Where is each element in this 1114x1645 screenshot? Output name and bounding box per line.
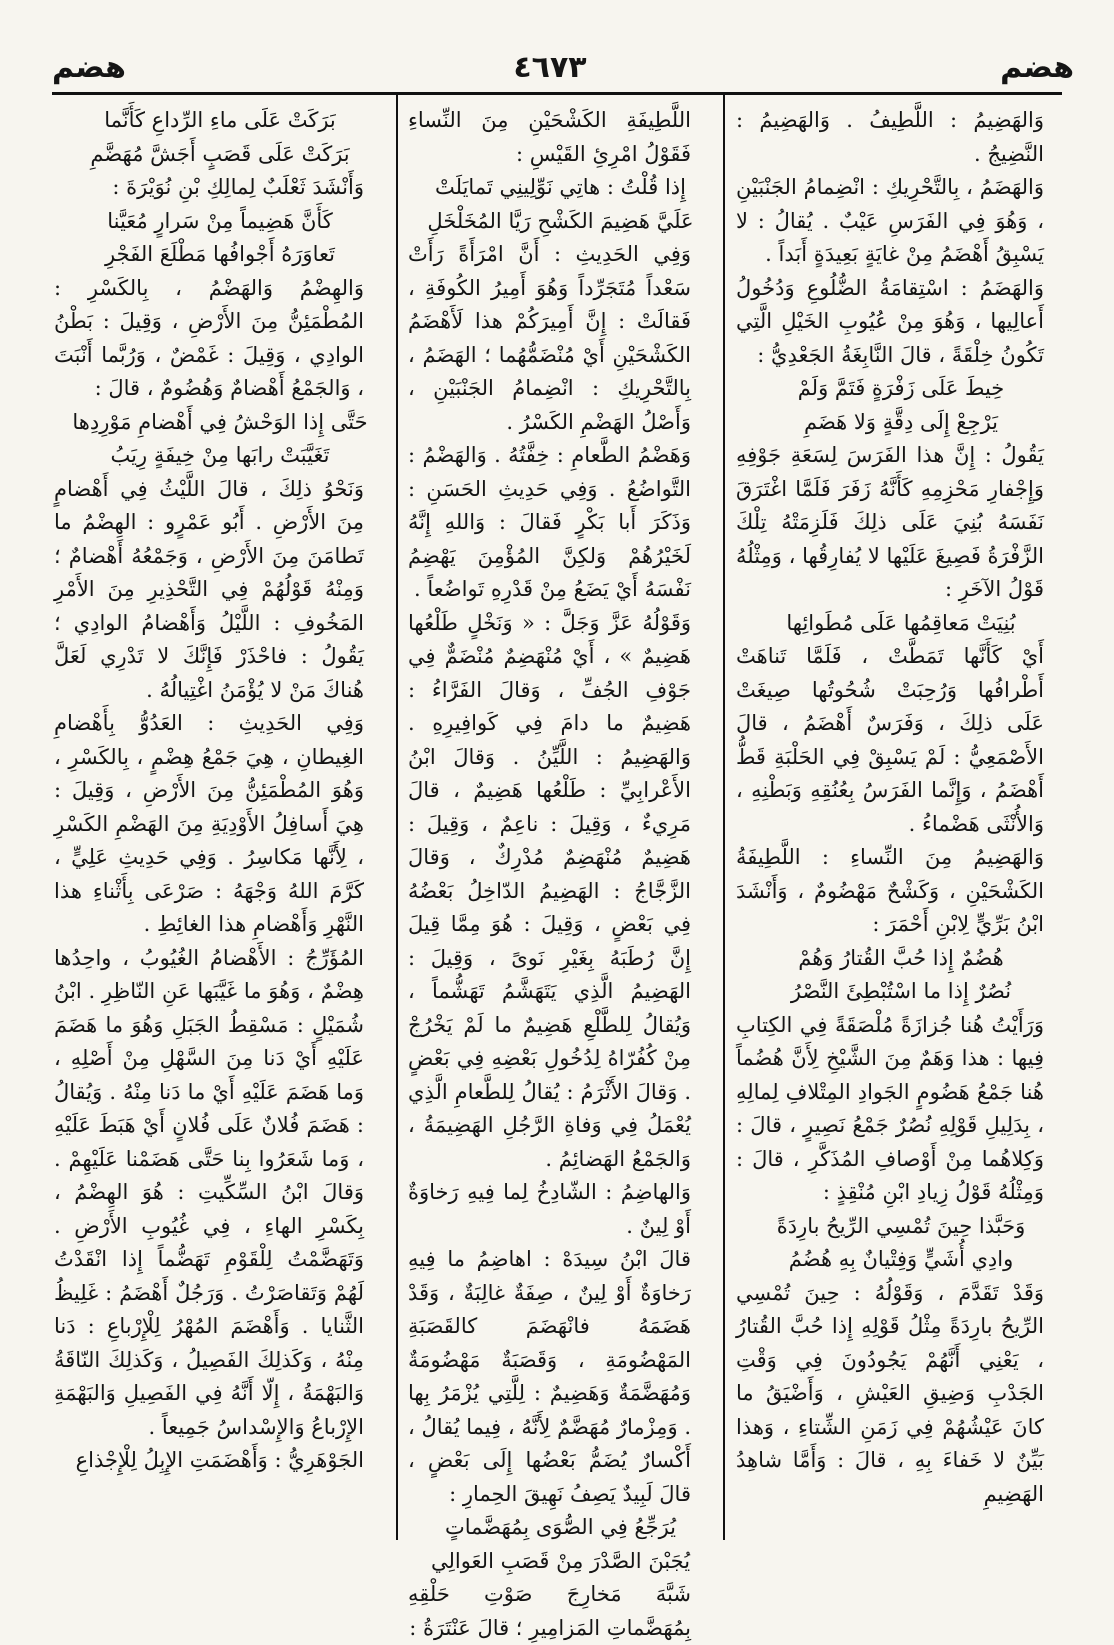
text-column-middle	[408, 104, 713, 1640]
paragraph: وَنَحْوُ ذلِكَ ، قالَ اللَّيْثُ فِي أَهْضامٍ مِنَ الأَرْضِ . أَبُو عَمْرٍو : الهِضْمُ ما تَطامَنَ مِنَ الأَرْضِ ، وَجَمْعُهُ أَهْضامٌ ؛ وَمِنْهُ قَوْلُهُمْ فِي التَّحْذِيرِ مِنَ الأَمْرِ المَخُوفِ : اللَّيْلُ وَأَهْضامُ الوادِي ؛ يَقُولُ : فاحْذَرْ فَإِنَّكَ لا تَدْرِي لَعَلَّ هُناكَ مَنْ لا يُؤْمَنُ اغْتِيالُهُ .	[54, 476, 364, 702]
text-column-right	[736, 104, 1066, 1540]
paragraph: وَأَنْشَدَ ثَعْلَبٌ لِمالِكِ بْنِ نُوَيْرَةَ :	[112, 175, 364, 199]
paragraph: يَقُولُ : إِنَّ هذا الفَرَسَ لِسَعَةِ جَوْفِهِ وَإِجْفارِ مَحْزِمِهِ كَأَنَّهُ زَفَرَ فَلَمَّا اغْتَرَقَ نَفَسَهُ بُنِيَ عَلَى ذلِكَ فَلَزِمَتْهُ تِلْكَ الزَّفْرَةُ فَصِيغَ عَلَيْها لا يُفارِقُها ، وَمِثْلُهُ قَوْلُ الآخَرِ :	[736, 443, 1044, 601]
verse-line: إِذا قُلْتُ : هاتِي نَوِّلِينِي تَمايَلَتْ	[435, 175, 686, 199]
paragraph: اللَّطِيفَةِ الكَشْحَيْنِ مِنَ النِّساءِ فَقَوْلُ امْرِئِ القَيْسِ :	[408, 108, 691, 166]
verse-line: يُجَبْنَ الصَّدْرَ مِنْ قَصَبِ العَوالِي	[430, 1548, 691, 1573]
verse-line: تَعاوَرَهُ أَجْوافُها مَطْلَعَ الفَجْرِ	[105, 242, 335, 266]
verse-line: وَحَبَّذا حِينَ تُمْسِي الرِّيحُ بارِدَةً	[776, 1213, 1026, 1238]
paragraph: وَرَأَيْتُ هُنا جُزازَةً مُلْصَقَةً فِي الكِتابِ فِيها : هذا وَهَمٌ مِنَ الشَّيْخِ لِأَنَّ هُضُماً هُنا جَمْعُ هَضُومٍ الجَوادِ المِتْلافِ لِمالِهِ ، بِدَلِيلِ قَوْلِهِ نُصُرٌ جَمْعُ نَصِيرٍ ، قالَ : وَكِلاهُما مِنْ أَوْصافِ المُذَكَّرِ ، قالَ : وَمِثْلُهُ قَوْلُ زِيادِ ابْنِ مُنْقِذٍ :	[736, 1012, 1044, 1204]
paragraph: وَقَدْ تَقَدَّمَ ، وَقَوْلُهُ : حِينَ تُمْسِي الرِّيحُ بارِدَةً مِثْلُ قَوْلِهِ إِذا حُبَّ القُتارُ ، يَعْنِي أَنَّهُمْ يَجُودُونَ فِي وَقْتِ الجَدْبِ وَضِيقِ العَيْشِ ، وَأَضْيَقُ ما كانَ عَيْشُهُمْ فِي زَمَنِ الشِّتاءِ ، وَهذا بَيِّنٌ لا خَفاءَ بِهِ ، قالَ : وَأَمَّا شاهِدُ الهَضِيمِ	[736, 1280, 1044, 1506]
running-headword-left: هضم	[52, 50, 126, 85]
paragraph: وَالهاضِمُ : الشّادِخُ لِما فِيهِ رَخاوَةٌ أَوْ لِينٌ .	[408, 1180, 691, 1238]
paragraph: وَالهَضِيمُ مِنَ النِّساءِ : اللَّطِيفَةُ الكَشْحَيْنِ ، وَكَشْحٌ مَهْضُومٌ ، وَأَنْشَدَ ابْنُ بَرِّيٍّ لِابْنِ أَحْمَرَ :	[736, 845, 1044, 936]
paragraph: شَبَّهَ مَخارِجَ صَوْتِ حَلْقِهِ بِمُهَضَّماتِ المَزامِيرِ ؛ قالَ عَنْتَرَةُ :	[408, 1582, 691, 1640]
paragraph: وَفِي الحَدِيثِ : أَنَّ امْرَأَةً رَأَتْ سَعْداً مُتَجَرِّداً وَهُوَ أَمِيرُ الكُوفَةِ ، فَقالَتْ : إِنَّ أَمِيرَكُمْ هذا لَأَهْضَمُ الكَشْحَيْنِ أَيْ مُنْضَمُّهُما ؛ الهَضَمُ ، بِالتَّحْرِيكِ : انْضِمامُ الجَنْبَيْنِ ، وَأَصْلُ الهَضْمِ الكَسْرُ .	[408, 242, 691, 434]
running-headword-right: هضم	[1000, 50, 1074, 85]
verse-line: نُصُرٌ إِذا ما اسْتُبْطِئَ النَّصْرُ	[790, 979, 1012, 1003]
paragraph: قالَ ابْنُ سِيدَهْ : اهاضِمُ ما فِيهِ رَخاوَةٌ أَوْ لِينٌ ، صِفَةٌ غالِبَةٌ ، وَقَدْ هَضَمَهُ فانْهَضَمَ كالقَصَبَةِ المَهْضُومَةِ ، وَقَصَبَةٌ مَهْضُومَةٌ وَمُهَضَّمَةٌ وَهَضِيمٌ : لِلَّتِي يُزْمَرُ بِها . وَمِزْمارٌ مُهَضَّمٌ لِأَنَّهُ ، فِيما يُقالُ ، أَكْسارٌ يُضَمُّ بَعْضُها إِلَى بَعْضٍ ، قالَ لَبِيدٌ يَصِفُ نَهِيقَ الحِمارِ :	[408, 1247, 691, 1506]
column-divider-left	[396, 95, 398, 1540]
page-header	[0, 0, 1114, 92]
paragraph: وَالهِضْمُ وَالهَضْمُ ، بِالكَسْرِ : المُطْمَئِنُّ مِنَ الأَرْضِ ، وَقِيلَ : بَطْنُ الوادِي ، وَقِيلَ : غَمْضٌ ، وَرُبَّما أَنْبَتَ ، وَالجَمْعُ أَهْضامٌ وَهُضُومٌ ، قالَ :	[54, 275, 364, 400]
verse-line: خِيطَ عَلَى زَفْرَةٍ فَتَمَّ وَلَمْ	[797, 376, 1005, 400]
verse-line: وادِي أُشَيٍّ وَفِتْيانٌ بِهِ هُضُمُ	[788, 1247, 1014, 1271]
column-divider-right	[723, 95, 725, 1540]
verse-line: كَأَنَّ هَضِيماً مِنْ سَرارٍ مُعَيَّنا	[107, 208, 333, 233]
paragraph: المُؤَرِّجُ : الأَهْضامُ الغُيُوبُ ، واحِدُها هِضْمٌ ، وَهُوَ ما غَيَّبَها عَنِ النّاظِرِ . ابْنُ شُمَيْلٍ : مَسْقِطُ الجَبَلِ وَهُوَ ما هَضَمَ عَلَيْهِ أَيْ دَنا مِنَ السَّهْلِ مِنْ أَصْلِهِ ، وَما هَضَمَ عَلَيْهِ أَيْ ما دَنا مِنْهُ . وَيُقالُ : هَضَمَ فُلانٌ عَلَى فُلانٍ أَيْ هَبَطَ عَلَيْهِ ، وَما شَعَرُوا بِنا حَتَّى هَضَمْنا عَلَيْهِمْ . وَقالَ ابْنُ السِّكِّيتِ : هُوَ الهِضْمُ ، بِكَسْرِ الهاءِ ، فِي غُيُوبِ الأَرْضِ . وَتَهَضَّمْتُ لِلْقَوْمِ تَهَضُّماً إِذا انْقَدْتُ لَهُمْ وَتَقاصَرْتُ . وَرَجُلٌ أَهْضَمُ : غَلِيظُ الثَّنايا . وَأَهْضَمَ المُهْرُ لِلْإِرْباعِ : دَنا مِنْهُ ، وَكَذلِكَ الفَصِيلُ ، وَكَذلِكَ النّاقَةُ وَالبَهْمَةُ ، إِلّا أَنَّهُ فِي الفَصِيلِ وَالبَهْمَةِ الإِرْباعُ وَالإِسْداسُ جَمِيعاً .	[54, 945, 364, 1439]
verse-line: بَرَكَتْ عَلَى قَصَبٍ أَجَشَّ مُهَضَّمِ	[90, 141, 350, 166]
verse-line: بُنِيَتْ مَعاقِمُها عَلَى مُطَوائِها	[786, 610, 1016, 635]
paragraph: أَيْ كَأَنَّها تَمَطَّتْ ، فَلَمَّا تَناهَتْ أَطْرافُها وَرُحِبَتْ شُحُوتُها صِيغَتْ عَلَى ذلِكَ ، وَفَرَسٌ أَهْضَمُ ، قالَ الأَصْمَعِيُّ : لَمْ يَسْبِقْ فِي الحَلْبَةِ قَطُّ أَهْضَمُ ، وَإِنَّما الفَرَسُ بِعُنُقِهِ وَبَطْنِهِ ، وَالأُنْثَى هَضْماءُ .	[736, 644, 1044, 836]
verse-line: بَرَكَتْ عَلَى ماءِ الرِّداعِ كَأَنَّما	[104, 108, 336, 132]
text-column-left	[54, 104, 386, 1540]
paragraph: وَالهَضِيمُ : اللَّطِيفُ . وَالهَضِيمُ : النَّضِيجُ .	[736, 108, 1044, 166]
verse-line: حَتَّى إِذا الوَحْشُ فِي أَهْضامِ مَوْرِدِها	[72, 409, 368, 434]
paragraph: وَفِي الحَدِيثِ : العَدُوُّ بِأَهْضامِ الغِيطانِ ، هِيَ جَمْعُ هِضْمٍ ، بِالكَسْرِ ، وَهُوَ المُطْمَئِنُّ مِنَ الأَرْضِ ، وَقِيلَ : هِيَ أَسافِلُ الأَوْدِيَةِ مِنَ الهَضْمِ الكَسْرِ ، لِأَنَّها مَكاسِرُ . وَفِي حَدِيثِ عَلِيٍّ ، كَرَّمَ اللهُ وَجْهَهُ : صَرْعَى بِأَثْناءِ هذا النَّهْرِ وَأَهْضامِ هذا الغائِطِ .	[54, 711, 364, 936]
verse-line: عَلَيَّ هَضِيمَ الكَشْحِ رَيَّا المُخَلْخَلِ	[427, 208, 694, 233]
verse-line: يُرَجِّعُ فِي الصُّوَى بِمُهَضَّماتٍ	[444, 1515, 677, 1539]
verse-line: تَغَيَّبَتْ رابَها مِنْ خِيفَةٍ رِيَبُ	[110, 443, 330, 467]
verse-line: يَرْجِعْ إِلَى دِقَّةٍ وَلا هَضَمِ	[803, 409, 999, 434]
page-number: ٤٦٧٣	[513, 50, 587, 85]
verse-line: هُضُمٌ إِذا حُبَّ القُتارُ وَهُمْ	[798, 945, 1004, 970]
paragraph: وَقَوْلُهُ عَزَّ وَجَلَّ : « وَنَخْلٍ طَلْعُها هَضِيمٌ » ، أَيْ مُنْهَضِمٌ مُنْضَمٌّ فِي جَوْفِ الجُفِّ ، وَقالَ الفَرَّاءُ : هَضِيمٌ ما دامَ فِي كَوافِيرِهِ . وَالهَضِيمُ : اللَّيِّنُ . وَقالَ ابْنُ الأَعْرابِيِّ : طَلْعُها هَضِيمٌ ، قالَ مَرِيءٌ ، وَقِيلَ : ناعِمٌ ، وَقِيلَ : هَضِيمٌ مُنْهَضِمٌ مُدْرِكٌ ، وَقالَ الزَّجَّاجُ : الهَضِيمُ الدّاخِلُ بَعْضُهُ فِي بَعْضٍ ، وَقِيلَ : هُوَ مِمَّا قِيلَ إِنَّ رُطَبَهُ بِغَيْرِ نَوىً ، وَقِيلَ : الهَضِيمُ الَّذِي يَتَهَشَّمُ تَهَشُّماً ، وَيُقالُ لِلطَّلْعِ هَضِيمٌ ما لَمْ يَخْرُجْ مِنْ كُفُرّاهُ لِدُخُولِ بَعْضِهِ فِي بَعْضٍ . وَقالَ الأَثْرَمُ : يُقالُ لِلطَّعامِ الَّذِي يُعْمَلُ فِي وَفاةِ الرَّجُلِ الهَضِيمَةُ ، وَالجَمْعُ الهَضائِمُ .	[408, 610, 691, 1171]
paragraph: الجَوْهَرِيُّ : وَأَهْضَمَتِ الإِبِلُ لِلْإِجْذاعِ	[75, 1448, 364, 1472]
paragraph: وَالهَضَمُ : اسْتِقامَةُ الضُّلُوعِ وَدُخُولُ أَعالِيها ، وَهُوَ مِنْ عُيُوبِ الخَيْلِ الَّتِي تَكُونُ خِلْقَةً ، قالَ النَّابِغَةُ الجَعْدِيُّ :	[736, 275, 1044, 367]
paragraph: وَهَضْمُ الطَّعامِ : خِفَّتُهُ . وَالهَضْمُ : التَّواضُعُ . وَفِي حَدِيثِ الحَسَنِ : وَذَكَرَ أَبا بَكْرٍ فَقالَ : وَاللهِ إِنَّهُ لَخَيْرُهُمْ وَلكِنَّ المُؤْمِنَ يَهْضِمُ نَفْسَهُ أَيْ يَضَعُ مِنْ قَدْرِهِ تَواضُعاً .	[408, 443, 691, 601]
paragraph: وَالهَضَمُ ، بِالتَّحْرِيكِ : انْضِمامُ الجَنْبَيْنِ ، وَهُوَ فِي الفَرَسِ عَيْبٌ . يُقالُ : لا يَسْبِقُ أَهْضَمُ مِنْ غايَةٍ بَعِيدَةٍ أَبَداً .	[736, 175, 1044, 266]
header-rule	[52, 92, 1062, 95]
